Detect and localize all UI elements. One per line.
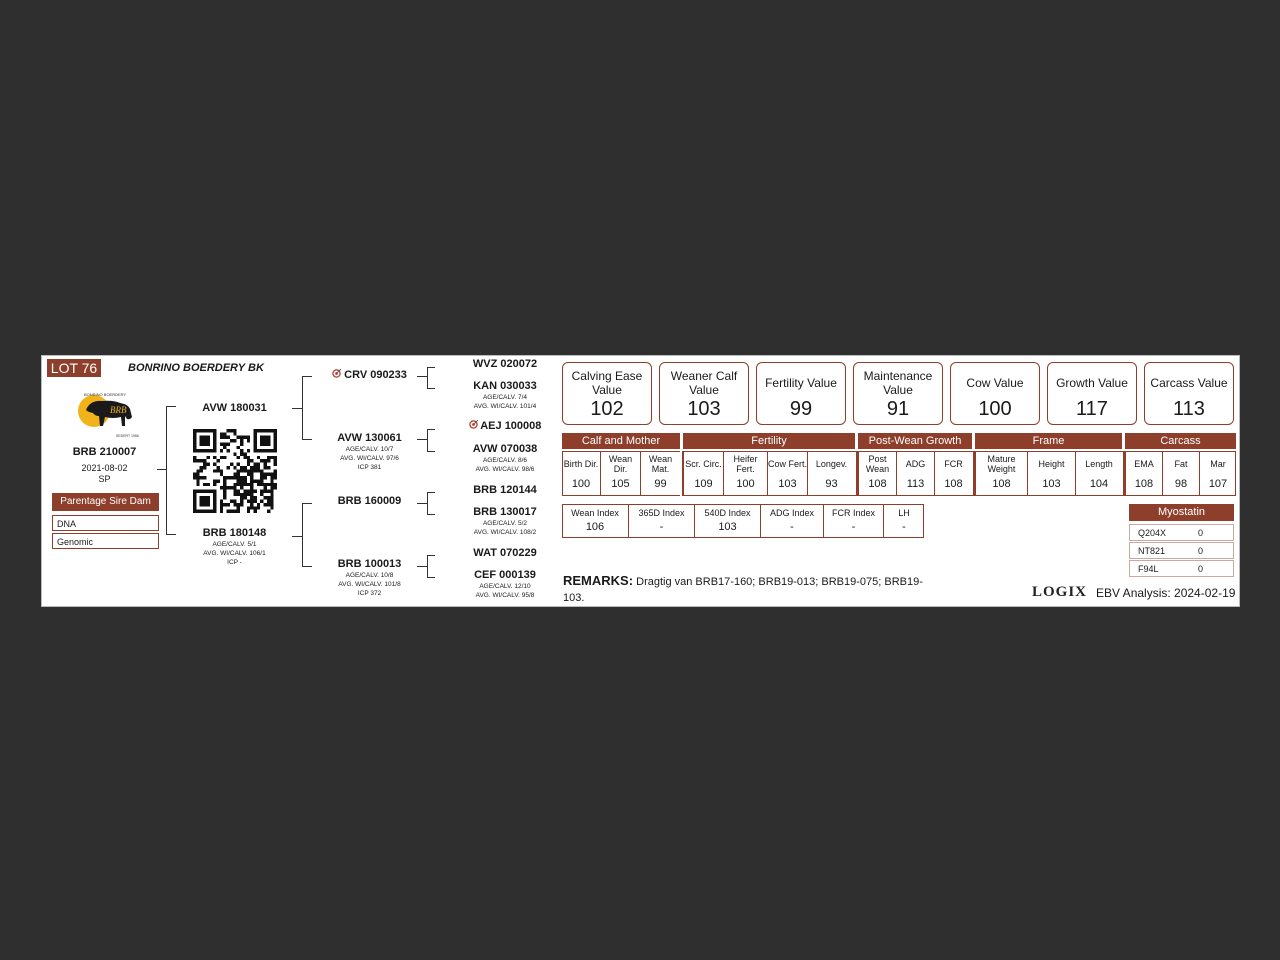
sdd-age: AGE/CALV. 8/6	[482, 457, 528, 464]
index-value: -	[659, 521, 664, 533]
myostatin-value: 0	[1198, 546, 1204, 556]
myostatin-name: NT821	[1138, 546, 1166, 556]
remarks-label: REMARKS:	[563, 573, 634, 588]
value-title: Calving Ease Value	[571, 369, 643, 397]
index-label: Wean Index	[571, 508, 619, 518]
ebv-analysis-date: EBV Analysis: 2024-02-19	[1096, 586, 1236, 600]
myostatin-value: 0	[1198, 528, 1204, 538]
value-number: 113	[1173, 398, 1205, 420]
myostatin-header: Myostatin	[1129, 504, 1234, 521]
group-fertility: Fertility	[683, 433, 855, 449]
logo-arc-text: BONRINO BOERDERY	[84, 392, 127, 397]
trait-label: Wean Dir.	[608, 454, 633, 474]
index-adg	[761, 504, 824, 538]
group-frame: Frame	[975, 433, 1122, 449]
trait-value: 108	[992, 478, 1011, 490]
parentage-row-genomic: Genomic	[52, 533, 159, 549]
farm-name: BONRINO BOERDERY BK	[128, 362, 264, 374]
value-title: Maintenance Value	[863, 369, 933, 397]
trait-value: 98	[1174, 478, 1188, 490]
trait-label: Length	[1085, 459, 1113, 469]
ss-id: CRV 090233	[344, 369, 407, 381]
value-number: 100	[978, 398, 1012, 420]
dsd-id: BRB 130017	[473, 506, 537, 518]
logix-logo: LOGIX	[1032, 584, 1088, 600]
value-title: Fertility Value	[765, 376, 837, 390]
trait-value: 93	[825, 478, 838, 490]
trait-value: 113	[906, 478, 925, 490]
lot-badge: LOT 76	[47, 359, 101, 377]
dam-icp: ICP -	[227, 559, 242, 566]
dd-icp: ICP 372	[357, 590, 382, 597]
sdd-avg: AVG. WI/CALV. 98/6	[475, 466, 535, 473]
dd-id: BRB 100013	[337, 558, 402, 570]
index-fcr	[824, 504, 884, 538]
value-title: Growth Value	[1056, 376, 1128, 390]
parentage-header: Parentage Sire Dam	[52, 493, 159, 511]
ddd-age: AGE/CALV. 12/10	[479, 583, 531, 590]
trait-value: 100	[736, 478, 755, 490]
trait-length	[1075, 451, 1122, 496]
brb-logo	[72, 390, 144, 440]
trait-value: 103	[1042, 478, 1061, 490]
myostatin-row-f94l	[1129, 560, 1234, 577]
trait-value: 103	[778, 478, 797, 490]
dsd-avg: AVG. WI/CALV. 108/2	[473, 529, 537, 536]
dd-avg: AVG. WI/CALV. 101/8	[338, 581, 401, 588]
group-post-wean-growth: Post-Wean Growth	[858, 433, 972, 449]
trait-mature-weight	[975, 451, 1027, 496]
trait-label: Post Wean	[865, 454, 890, 474]
trait-longev	[807, 451, 855, 496]
trait-ema	[1125, 451, 1162, 496]
value-number: 99	[789, 398, 813, 420]
trait-label: Mar	[1210, 459, 1226, 469]
value-box-growth	[1047, 362, 1137, 425]
myostatin-row-q204x	[1129, 524, 1234, 541]
index-label: 540D Index	[704, 508, 751, 518]
trait-wean-dir	[600, 451, 640, 496]
index-label: ADG Index	[769, 508, 815, 518]
logo-est-text: SEDERT 1956	[116, 434, 139, 438]
index-label: LH	[898, 508, 910, 518]
value-number: 117	[1076, 398, 1108, 420]
dam-id: BRB 180148	[202, 527, 267, 539]
dsd-age: AGE/CALV. 5/2	[482, 520, 528, 527]
value-box-cow	[950, 362, 1040, 425]
trait-label: Height	[1038, 459, 1065, 469]
ssd-avg: AVG. WI/CALV. 101/4	[473, 403, 537, 410]
myostatin-name: Q204X	[1138, 528, 1167, 538]
sdd-id: AVW 070038	[472, 443, 538, 455]
dd-age: AGE/CALV. 10/8	[345, 572, 394, 579]
index-lh	[884, 504, 924, 538]
trait-scr-circ	[683, 451, 723, 496]
animal-code: SP	[98, 474, 111, 484]
index-value: 103	[718, 521, 737, 533]
trait-value: 108	[868, 478, 887, 490]
sd-age: AGE/CALV. 10/7	[345, 446, 394, 453]
trait-birth-dir	[562, 451, 600, 496]
trait-label: Scr. Circ.	[685, 459, 722, 469]
group-calf-and-mother: Calf and Mother	[562, 433, 680, 449]
trait-value: 104	[1089, 478, 1109, 490]
trait-value: 108	[1134, 478, 1154, 490]
dds-id: WAT 070229	[473, 547, 537, 559]
index-label: FCR Index	[831, 508, 875, 518]
trait-value: 107	[1208, 478, 1228, 490]
trait-value: 108	[944, 478, 963, 490]
trait-cow-fert	[767, 451, 807, 496]
sds-id: AEJ 100008	[480, 420, 542, 432]
trait-label: Longev.	[815, 459, 848, 469]
index-label: 365D Index	[638, 508, 685, 518]
logo-brand-text: BRB	[110, 405, 127, 415]
sd-id: AVW 130061	[337, 432, 402, 444]
trait-mar	[1199, 451, 1236, 496]
sd-avg: AVG. WI/CALV. 97/6	[340, 455, 399, 462]
trait-fcr	[934, 451, 972, 496]
trait-label: Mature Weight	[987, 454, 1016, 474]
trait-post-wean	[858, 451, 896, 496]
trait-height	[1027, 451, 1075, 496]
myostatin-value: 0	[1198, 564, 1204, 574]
trait-value: 100	[571, 478, 591, 490]
trait-fat	[1162, 451, 1199, 496]
index-365d	[629, 504, 695, 538]
trait-label: EMA	[1134, 459, 1154, 469]
ddd-id: CEF 000139	[474, 569, 536, 581]
remarks-text: Dragtig van BRB17-160; BRB19-013; BRB19-075; BRB19-103.	[563, 576, 923, 604]
dam-age: AGE/CALV. 5/1	[212, 541, 257, 548]
ssd-age: AGE/CALV. 7/4	[482, 394, 528, 401]
index-value: -	[851, 521, 856, 533]
sire-id: AVW 180031	[202, 402, 267, 414]
value-number: 102	[590, 398, 624, 420]
index-value: -	[902, 521, 906, 533]
dss-id: BRB 120144	[473, 484, 537, 496]
trait-label: ADG	[905, 459, 926, 469]
sss-id: WVZ 020072	[472, 358, 538, 370]
remarks	[563, 573, 933, 606]
sd-icp: ICP 381	[357, 464, 382, 471]
value-number: 91	[886, 398, 910, 420]
trait-value: 109	[694, 478, 713, 490]
trait-heifer-fert	[723, 451, 767, 496]
ss-row	[312, 369, 427, 381]
value-box-calving-ease	[562, 362, 652, 425]
trait-label: FCR	[944, 459, 963, 469]
value-title: Cow Value	[966, 376, 1024, 390]
group-carcass: Carcass	[1125, 433, 1236, 449]
value-box-weaner-calf	[659, 362, 749, 425]
trait-value: 105	[611, 478, 630, 490]
index-value: -	[790, 521, 794, 533]
value-title: Weaner Calf Value	[670, 369, 738, 397]
sds-row	[445, 420, 565, 432]
dam-avg: AVG. WI/CALV. 106/1	[203, 550, 266, 557]
value-number: 103	[687, 398, 721, 420]
lot-card	[41, 355, 1240, 607]
value-box-fertility	[756, 362, 846, 425]
trait-adg	[896, 451, 934, 496]
trait-value: 99	[654, 478, 667, 490]
trait-wean-mat	[640, 451, 680, 496]
value-box-carcass	[1144, 362, 1234, 425]
trait-label: Wean Mat.	[648, 454, 673, 474]
value-box-maintenance	[853, 362, 943, 425]
index-wean	[562, 504, 629, 538]
value-title: Carcass Value	[1150, 376, 1228, 390]
ddd-avg: AVG. WI/CALV. 95/8	[475, 592, 535, 599]
qr-code	[193, 429, 277, 513]
myostatin-row-nt821	[1129, 542, 1234, 559]
animal-dob: 2021-08-02	[81, 463, 128, 473]
parentage-row-dna: DNA	[52, 515, 159, 531]
trait-label: Cow Fert.	[768, 459, 808, 469]
index-540d	[695, 504, 761, 538]
target-icon	[332, 369, 341, 378]
ds-id: BRB 160009	[337, 495, 402, 507]
index-value: 106	[585, 521, 605, 533]
myostatin-name: F94L	[1138, 564, 1159, 574]
trait-label: Birth Dir.	[563, 459, 599, 469]
trait-label: Fat	[1174, 459, 1188, 469]
target-icon	[469, 420, 478, 429]
animal-id: BRB 210007	[72, 446, 137, 458]
ssd-id: KAN 030033	[473, 380, 537, 392]
trait-label: Heifer Fert.	[733, 454, 758, 474]
